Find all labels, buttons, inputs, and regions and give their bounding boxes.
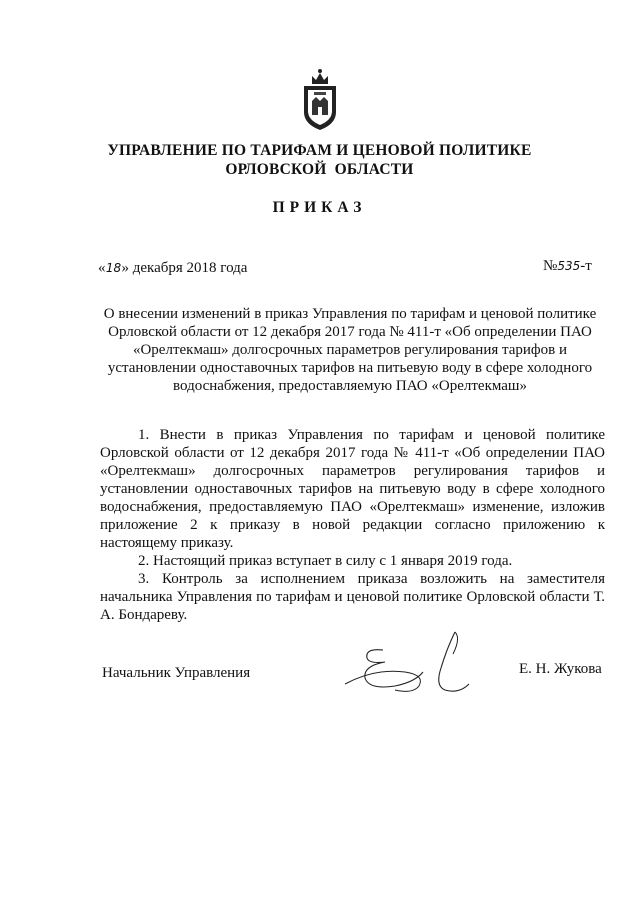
organization-name	[0, 141, 639, 179]
order-date	[98, 260, 247, 277]
document-type-title: ПРИКАЗ	[272, 199, 367, 216]
coat-of-arms-emblem	[299, 68, 341, 132]
organization-name-line1: УПРАВЛЕНИЕ ПО ТАРИФАМ И ЦЕНОВОЙ ПОЛИТИКЕ	[107, 142, 532, 159]
number-value-handwritten: 535	[557, 259, 581, 273]
order-subject: О внесении изменений в приказ Управления по тарифам и ценовой политике Орловской области от 12 декабря 2017 года № 411-т «Об определении ПАО «Орелтекмаш» долгосрочных параметров регулирования тарифов и установлении одноставочных тарифов на питьевую воду в сфере холодного водоснабжения, предоставляемую ПАО «Орелтекмаш»	[103, 306, 597, 394]
number-prefix: №	[543, 258, 558, 274]
organization-name-line2: ОРЛОВСКОЙ ОБЛАСТИ	[225, 161, 414, 178]
body-paragraph-3: 3. Контроль за исполнением приказа возложить на заместителя начальника Управления по тарифам и ценовой политике Орловской области Т. А. Бондареву.	[100, 571, 605, 623]
handwritten-signature	[335, 628, 475, 708]
order-number	[543, 258, 592, 275]
date-open-quote: «	[98, 260, 106, 276]
order-body	[100, 426, 605, 624]
date-rest: » декабря 2018 года	[121, 260, 248, 276]
body-paragraph-1: 1. Внести в приказ Управления по тарифам и ценовой политике Орловской области от 12 декабря 2017 года № 411-т «Об определении ПАО «Орелтекмаш» долгосрочных параметров регулирования тарифов и установлении одноставочных тарифов на питьевую воду в сфере холодного водоснабжения, предоставляемую ПАО «Орелтекмаш» изменение, изложив приложение 2 к приказу в новой редакции согласно приложению к настоящему приказу.	[100, 427, 605, 551]
date-day-handwritten: 18	[105, 261, 122, 275]
signatory-name: Е. Н. Жукова	[519, 661, 602, 677]
body-paragraph-2: 2. Настоящий приказ вступает в силу с 1 января 2019 года.	[138, 553, 513, 569]
number-suffix: -т	[580, 258, 592, 274]
signatory-position: Начальник Управления	[102, 665, 251, 681]
